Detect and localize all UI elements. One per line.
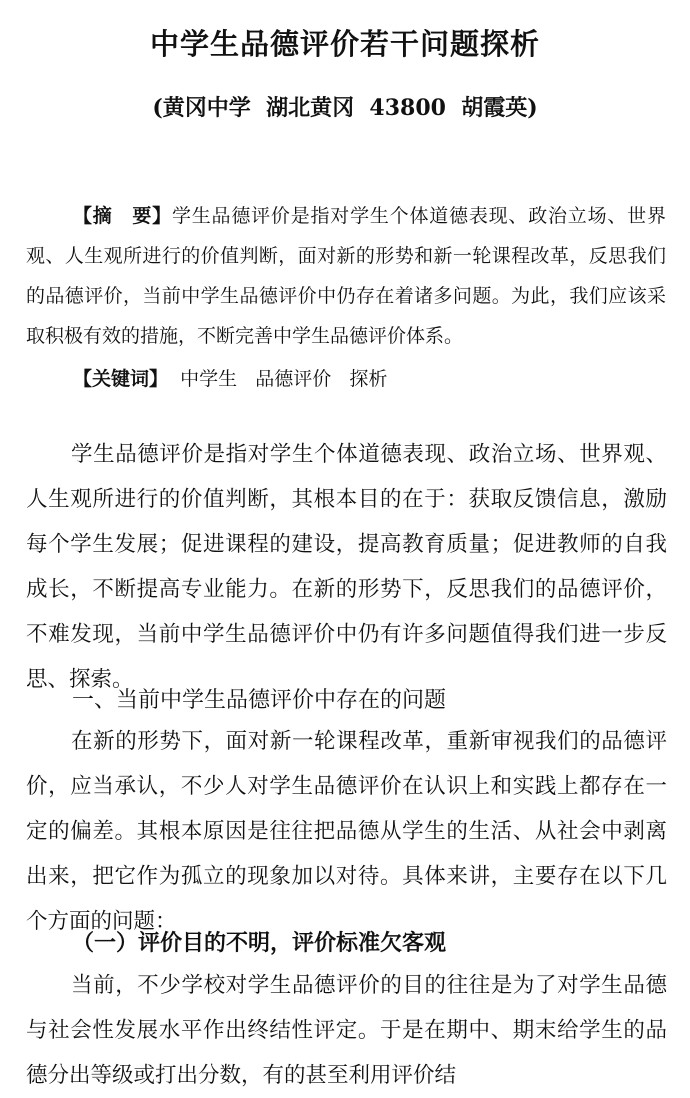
paper-title: 中学生品德评价若干问题探析: [149, 27, 540, 61]
intro-paragraph: 学生品德评价是指对学生个体道德表现、政治立场、世界观、人生观所进行的价值判断，其根本目的在于：获取反馈信息，激励每个学生发展；促进课程的建设，提高教育质量；促进教师的自我成长，不断提高专业能力。在新的形势下，反思我们的品德评价，不难发现，当前中学生品德评价中仍有许多问题值得我们进一步反思、探索。: [26, 442, 667, 692]
abstract-label: 【摘 要】: [73, 205, 172, 227]
abstract-block: [26, 196, 666, 356]
abstract-text: 学生品德评价是指对学生个体道德表现、政治立场、世界观、人生观所进行的价值判断，面对新的形势和新一轮课程改革，反思我们的品德评价，当前中学生品德评价中仍存在着诸多问题。为此，我们应该采取积极有效的措施，不断完善中学生品德评价体系。: [26, 205, 666, 347]
author-byline: (黄冈中学 湖北黄冈 43800 胡霞英): [152, 95, 538, 121]
keywords-label: 【关键词】: [73, 368, 169, 390]
section-1-paragraph: 在新的形势下，面对新一轮课程改革，重新审视我们的品德评价，应当承认，不少人对学生品德评价在认识上和实践上都存在一定的偏差。其根本原因是往往把品德从学生的生活、从社会中剥离出来，把它作为孤立的现象加以对待。具体来讲，主要存在以下几个方面的问题：: [26, 729, 667, 934]
subsection-1-paragraph: 当前，不少学校对学生品德评价的目的往往是为了对学生品德与社会性发展水平作出终结性评定。于是在期中、期末给学生的品德分出等级或打出分数，有的甚至利用评价结: [26, 973, 667, 1088]
keywords-block: [73, 359, 673, 399]
keywords-text: 中学生 品德评价 探析: [168, 368, 388, 390]
section-heading-1: 一、当前中学生品德评价中存在的问题: [72, 688, 447, 713]
subsection-heading-1: （一）评价目的不明，评价标准欠客观: [72, 931, 447, 956]
